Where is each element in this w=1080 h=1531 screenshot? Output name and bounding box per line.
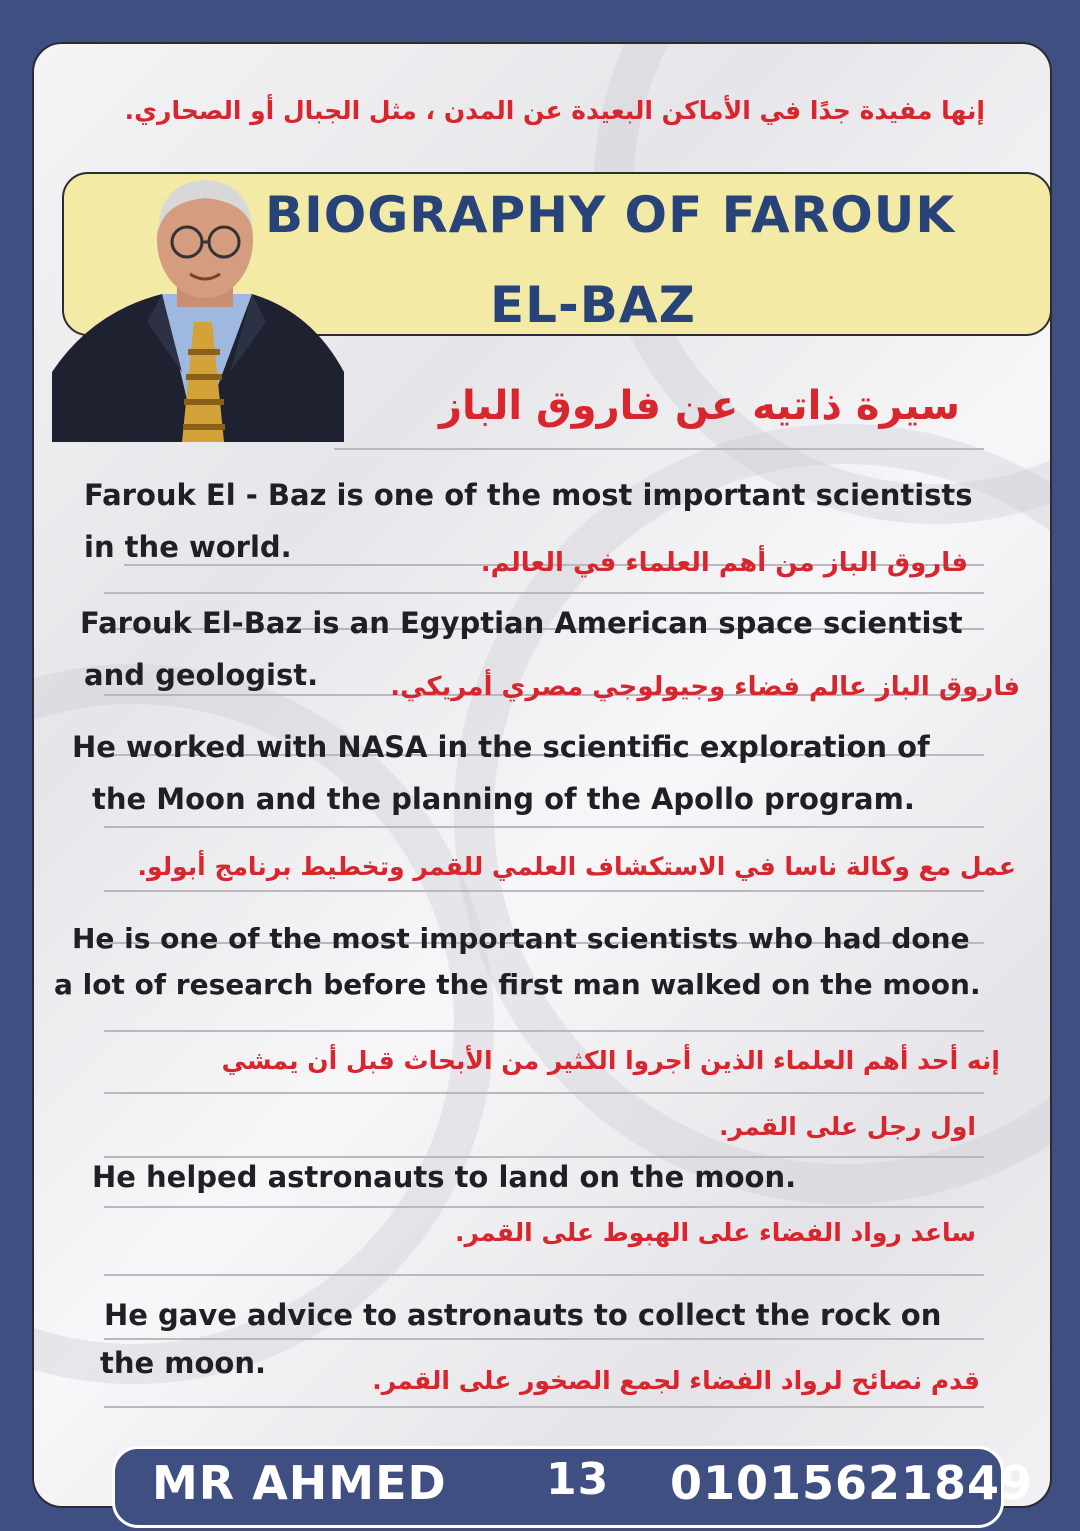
para-1-english-line-2: in the world. xyxy=(84,530,292,564)
para-6-english-line-1: He gave advice to astronauts to collect the rock on xyxy=(104,1298,942,1332)
para-2-english-line-1: Farouk El-Baz is an Egyptian American space scientist xyxy=(80,606,963,640)
rule-line xyxy=(104,1406,984,1408)
rule-line xyxy=(104,826,984,828)
rule-line xyxy=(104,890,984,892)
para-3-arabic: عمل مع وكالة ناسا في الاستكشاف العلمي للقمر وتخطيط برنامج أبولو. xyxy=(137,852,1016,881)
para-3-english-line-1: He worked with NASA in the scientific exploration of xyxy=(72,730,930,764)
title-arabic: سيرة ذاتيه عن فاروق الباز xyxy=(439,383,960,429)
rule-line xyxy=(334,448,984,450)
rule-line xyxy=(104,1156,984,1158)
rule-line xyxy=(104,1092,984,1094)
para-5-arabic: ساعد رواد الفضاء على الهبوط على القمر. xyxy=(454,1218,976,1247)
para-5-english: He helped astronauts to land on the moon. xyxy=(92,1160,797,1194)
para-4-arabic-line-1: إنه أحد أهم العلماء الذين أجروا الكثير من الأبحاث قبل أن يمشي xyxy=(221,1046,1000,1075)
para-1-english-line-1: Farouk El - Baz is one of the most important scientists xyxy=(84,478,973,512)
footer-page-number: 13 xyxy=(546,1454,610,1505)
para-1-arabic: فاروق الباز من أهم العلماء في العالم. xyxy=(480,548,968,578)
para-6-english-line-2: the moon. xyxy=(100,1346,266,1380)
para-2-english-line-2: and geologist. xyxy=(84,658,319,692)
rule-line xyxy=(104,592,984,594)
para-3-english-line-2: the Moon and the planning of the Apollo program. xyxy=(92,782,915,816)
rule-line xyxy=(104,1206,984,1208)
rule-line xyxy=(104,1274,984,1276)
rule-line xyxy=(104,1338,984,1340)
title-line-2: EL-BAZ xyxy=(490,276,696,334)
portrait-photo xyxy=(52,172,344,442)
header-arabic-text: إنها مفيدة جدًا في الأماكن البعيدة عن المدن ، مثل الجبال أو الصحاري. xyxy=(124,96,985,125)
para-2-arabic: فاروق الباز عالم فضاء وجيولوجي مصري أمريكي. xyxy=(390,672,1020,702)
para-4-english-line-2: a lot of research before the first man walked on the moon. xyxy=(54,968,981,1001)
para-4-arabic-line-2: اول رجل على القمر. xyxy=(719,1112,976,1141)
rule-line xyxy=(104,1030,984,1032)
footer-phone-number: 01015621849 xyxy=(670,1456,1034,1510)
para-6-arabic: قدم نصائح لرواد الفضاء لجمع الصخور على القمر. xyxy=(372,1366,980,1395)
para-4-english-line-1: He is one of the most important scientists who had done xyxy=(72,922,970,955)
background-swirl xyxy=(32,664,494,1384)
title-line-1: BIOGRAPHY OF FAROUK xyxy=(265,186,956,244)
footer-teacher-name: MR AHMED xyxy=(152,1456,447,1510)
